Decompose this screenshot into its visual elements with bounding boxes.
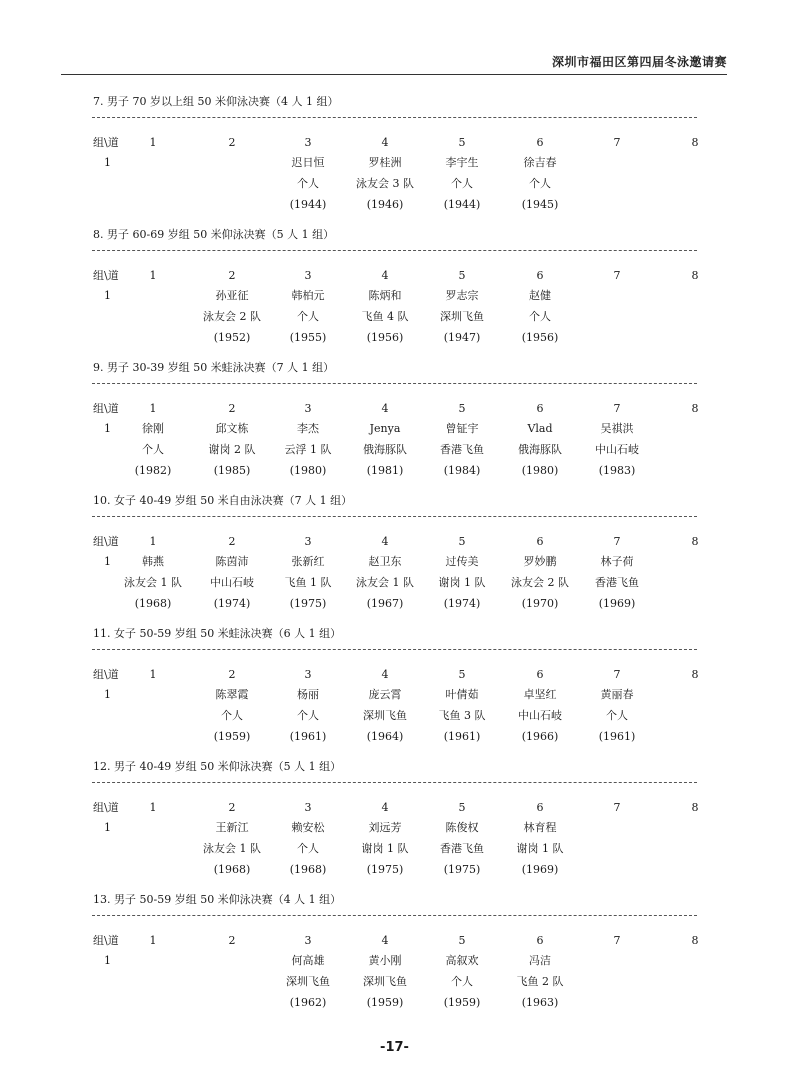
- swimmer-birth-year: (1983): [598, 464, 636, 477]
- swimmer-birth-year: (1974): [443, 597, 481, 610]
- swimmer-birth-year: (1944): [289, 198, 327, 211]
- swimmer-birth-year: (1959): [443, 996, 481, 1009]
- swimmer-team: 飞鱼 2 队: [516, 975, 564, 988]
- lane-number: 6: [536, 136, 544, 149]
- swimmer-team: 云浮 1 队: [284, 443, 332, 456]
- swimmer-team: 个人: [297, 177, 319, 190]
- lane-number: 2: [228, 136, 236, 149]
- lane-number: 7: [613, 402, 621, 415]
- swimmer-birth-year: (1956): [366, 331, 404, 344]
- swimmer-name: 韩燕: [142, 555, 164, 568]
- lane-number: 5: [458, 668, 466, 681]
- dashed-divider: [92, 649, 697, 650]
- lane-number: 4: [381, 668, 389, 681]
- swimmer-team: 飞鱼 1 队: [284, 576, 332, 589]
- event-section: [0, 359, 789, 487]
- swimmer-team: 香港飞鱼: [440, 443, 484, 456]
- lane-number: 8: [691, 934, 699, 947]
- lane-header-label: 组\道: [93, 402, 119, 415]
- swimmer-team: 深圳飞鱼: [363, 709, 407, 722]
- swimmer-birth-year: (1975): [289, 597, 327, 610]
- swimmer-team: 个人: [529, 310, 551, 323]
- header-divider: [61, 74, 727, 75]
- dashed-divider: [92, 117, 697, 118]
- swimmer-team: 香港飞鱼: [440, 842, 484, 855]
- swimmer-birth-year: (1974): [213, 597, 251, 610]
- swimmer-name: 冯洁: [529, 954, 551, 967]
- lane-number: 2: [228, 801, 236, 814]
- swimmer-birth-year: (1982): [134, 464, 172, 477]
- page-number: -17-: [380, 1040, 409, 1055]
- lane-number: 5: [458, 136, 466, 149]
- lane-number: 5: [458, 402, 466, 415]
- event-section: [0, 891, 789, 1019]
- lane-number: 3: [304, 801, 312, 814]
- swimmer-name: 林育程: [523, 821, 557, 834]
- dashed-divider: [92, 516, 697, 517]
- swimmer-name: 高叙欢: [445, 954, 479, 967]
- event-title: 10. 女子 40-49 岁组 50 米自由泳决赛（7 人 1 组）: [93, 494, 353, 507]
- lane-header-label: 组\道: [93, 136, 119, 149]
- swimmer-team: 飞鱼 4 队: [361, 310, 409, 323]
- swimmer-team: 泳友会 2 队: [203, 310, 261, 323]
- swimmer-birth-year: (1969): [521, 863, 559, 876]
- lane-number: 8: [691, 801, 699, 814]
- group-number: 1: [104, 555, 111, 568]
- event-section: [0, 93, 789, 221]
- document-header-title: 深圳市福田区第四届冬泳邀请赛: [551, 55, 727, 69]
- swimmer-birth-year: (1961): [598, 730, 636, 743]
- swimmer-birth-year: (1980): [289, 464, 327, 477]
- swimmer-birth-year: (1956): [521, 331, 559, 344]
- swimmer-name: 王新江: [215, 821, 249, 834]
- group-number: 1: [104, 688, 111, 701]
- event-title: 9. 男子 30-39 岁组 50 米蛙泳决赛（7 人 1 组）: [93, 361, 335, 374]
- event-section: [0, 226, 789, 354]
- swimmer-team: 谢岗 1 队: [361, 842, 409, 855]
- swimmer-name: 卓坚红: [523, 688, 557, 701]
- lane-number: 4: [381, 136, 389, 149]
- lane-number: 3: [304, 934, 312, 947]
- swimmer-name: 赵卫东: [368, 555, 402, 568]
- lane-number: 7: [613, 269, 621, 282]
- swimmer-team: 深圳飞鱼: [286, 975, 330, 988]
- lane-number: 8: [691, 535, 699, 548]
- swimmer-birth-year: (1961): [289, 730, 327, 743]
- swimmer-birth-year: (1945): [521, 198, 559, 211]
- lane-number: 3: [304, 269, 312, 282]
- swimmer-team: 谢岗 2 队: [208, 443, 256, 456]
- swimmer-team: 泳友会 1 队: [356, 576, 414, 589]
- lane-number: 6: [536, 668, 544, 681]
- swimmer-name: Jenya: [369, 422, 401, 435]
- swimmer-birth-year: (1981): [366, 464, 404, 477]
- lane-number: 7: [613, 801, 621, 814]
- swimmer-name: 李杰: [297, 422, 319, 435]
- dashed-divider: [92, 250, 697, 251]
- event-section: [0, 492, 789, 620]
- lane-number: 3: [304, 136, 312, 149]
- swimmer-birth-year: (1959): [213, 730, 251, 743]
- dashed-divider: [92, 383, 697, 384]
- lane-header-label: 组\道: [93, 934, 119, 947]
- lane-number: 5: [458, 801, 466, 814]
- swimmer-birth-year: (1975): [366, 863, 404, 876]
- swimmer-name: 庞云霄: [368, 688, 402, 701]
- swimmer-team: 深圳飞鱼: [363, 975, 407, 988]
- swimmer-birth-year: (1975): [443, 863, 481, 876]
- event-title: 7. 男子 70 岁以上组 50 米仰泳决赛（4 人 1 组）: [93, 95, 339, 108]
- lane-number: 1: [149, 269, 157, 282]
- lane-number: 3: [304, 535, 312, 548]
- swimmer-team: 个人: [297, 310, 319, 323]
- swimmer-name: 何高雄: [291, 954, 325, 967]
- swimmer-team: 个人: [606, 709, 628, 722]
- lane-number: 6: [536, 801, 544, 814]
- dashed-divider: [92, 915, 697, 916]
- swimmer-name: 迟日恒: [291, 156, 325, 169]
- lane-number: 2: [228, 402, 236, 415]
- swimmer-team: 个人: [297, 709, 319, 722]
- lane-number: 2: [228, 269, 236, 282]
- swimmer-team: 中山石岐: [210, 576, 254, 589]
- swimmer-name: Vlad: [527, 422, 553, 435]
- lane-number: 5: [458, 934, 466, 947]
- swimmer-team: 泳友会 2 队: [511, 576, 569, 589]
- lane-number: 8: [691, 269, 699, 282]
- lane-number: 3: [304, 402, 312, 415]
- lane-number: 1: [149, 402, 157, 415]
- swimmer-birth-year: (1969): [598, 597, 636, 610]
- lane-header-label: 组\道: [93, 801, 119, 814]
- swimmer-birth-year: (1964): [366, 730, 404, 743]
- swimmer-team: 飞鱼 3 队: [438, 709, 486, 722]
- swimmer-birth-year: (1968): [213, 863, 251, 876]
- event-section: [0, 625, 789, 753]
- event-title: 12. 男子 40-49 岁组 50 米仰泳决赛（5 人 1 组）: [93, 760, 342, 773]
- swimmer-team: 俄海豚队: [518, 443, 562, 456]
- swimmer-birth-year: (1961): [443, 730, 481, 743]
- swimmer-name: 罗志宗: [445, 289, 479, 302]
- swimmer-birth-year: (1959): [366, 996, 404, 1009]
- swimmer-name: 曾钲宇: [445, 422, 479, 435]
- swimmer-name: 罗桂洲: [368, 156, 402, 169]
- lane-number: 5: [458, 269, 466, 282]
- swimmer-team: 个人: [451, 177, 473, 190]
- lane-number: 1: [149, 801, 157, 814]
- swimmer-birth-year: (1963): [521, 996, 559, 1009]
- swimmer-birth-year: (1984): [443, 464, 481, 477]
- lane-number: 4: [381, 402, 389, 415]
- swimmer-team: 中山石岐: [518, 709, 562, 722]
- lane-number: 7: [613, 136, 621, 149]
- swimmer-name: 徐刚: [142, 422, 164, 435]
- swimmer-team: 个人: [529, 177, 551, 190]
- swimmer-name: 黄丽春: [600, 688, 634, 701]
- group-number: 1: [104, 422, 111, 435]
- swimmer-team: 谢岗 1 队: [516, 842, 564, 855]
- swimmer-birth-year: (1968): [289, 863, 327, 876]
- swimmer-team: 谢岗 1 队: [438, 576, 486, 589]
- lane-number: 8: [691, 402, 699, 415]
- swimmer-name: 邱文栋: [215, 422, 249, 435]
- group-number: 1: [104, 289, 111, 302]
- swimmer-name: 刘远芳: [368, 821, 402, 834]
- swimmer-team: 香港飞鱼: [595, 576, 639, 589]
- swimmer-team: 个人: [142, 443, 164, 456]
- swimmer-birth-year: (1946): [366, 198, 404, 211]
- lane-number: 2: [228, 934, 236, 947]
- lane-number: 1: [149, 934, 157, 947]
- lane-number: 8: [691, 136, 699, 149]
- event-section: [0, 758, 789, 886]
- lane-number: 1: [149, 535, 157, 548]
- swimmer-team: 泳友会 1 队: [124, 576, 182, 589]
- swimmer-name: 林子荷: [600, 555, 634, 568]
- swimmer-team: 中山石岐: [595, 443, 639, 456]
- group-number: 1: [104, 954, 111, 967]
- swimmer-name: 陈炳和: [368, 289, 402, 302]
- swimmer-birth-year: (1952): [213, 331, 251, 344]
- swimmer-name: 陈俊权: [445, 821, 479, 834]
- lane-number: 5: [458, 535, 466, 548]
- swimmer-name: 过传美: [445, 555, 479, 568]
- lane-number: 4: [381, 269, 389, 282]
- event-title: 11. 女子 50-59 岁组 50 米蛙泳决赛（6 人 1 组）: [93, 627, 342, 640]
- swimmer-birth-year: (1985): [213, 464, 251, 477]
- lane-number: 7: [613, 934, 621, 947]
- lane-number: 4: [381, 535, 389, 548]
- lane-number: 6: [536, 934, 544, 947]
- swimmer-birth-year: (1970): [521, 597, 559, 610]
- swimmer-name: 陈翠霞: [215, 688, 249, 701]
- swimmer-team: 个人: [451, 975, 473, 988]
- lane-number: 8: [691, 668, 699, 681]
- lane-header-label: 组\道: [93, 668, 119, 681]
- swimmer-birth-year: (1962): [289, 996, 327, 1009]
- swimmer-birth-year: (1955): [289, 331, 327, 344]
- swimmer-name: 张新红: [291, 555, 325, 568]
- swimmer-birth-year: (1966): [521, 730, 559, 743]
- swimmer-birth-year: (1980): [521, 464, 559, 477]
- swimmer-birth-year: (1947): [443, 331, 481, 344]
- lane-number: 2: [228, 668, 236, 681]
- swimmer-name: 徐吉春: [523, 156, 557, 169]
- swimmer-team: 个人: [297, 842, 319, 855]
- swimmer-team: 个人: [221, 709, 243, 722]
- swimmer-birth-year: (1967): [366, 597, 404, 610]
- swimmer-name: 赵健: [529, 289, 551, 302]
- swimmer-team: 俄海豚队: [363, 443, 407, 456]
- lane-number: 7: [613, 668, 621, 681]
- swimmer-name: 孙亚征: [215, 289, 249, 302]
- swimmer-name: 罗妙鹏: [523, 555, 557, 568]
- group-number: 1: [104, 821, 111, 834]
- swimmer-name: 黄小刚: [368, 954, 402, 967]
- swimmer-team: 深圳飞鱼: [440, 310, 484, 323]
- lane-number: 6: [536, 402, 544, 415]
- swimmer-name: 李宇生: [445, 156, 479, 169]
- lane-number: 6: [536, 535, 544, 548]
- lane-number: 1: [149, 136, 157, 149]
- lane-header-label: 组\道: [93, 535, 119, 548]
- lane-number: 3: [304, 668, 312, 681]
- lane-number: 2: [228, 535, 236, 548]
- swimmer-name: 赖安松: [291, 821, 325, 834]
- lane-number: 4: [381, 801, 389, 814]
- lane-number: 1: [149, 668, 157, 681]
- swimmer-team: 泳友会 3 队: [356, 177, 414, 190]
- swimmer-name: 杨丽: [297, 688, 319, 701]
- lane-number: 6: [536, 269, 544, 282]
- swimmer-name: 叶倩茹: [445, 688, 479, 701]
- group-number: 1: [104, 156, 111, 169]
- lane-number: 7: [613, 535, 621, 548]
- swimmer-birth-year: (1968): [134, 597, 172, 610]
- swimmer-name: 吴祺洪: [600, 422, 634, 435]
- event-title: 8. 男子 60-69 岁组 50 米仰泳决赛（5 人 1 组）: [93, 228, 335, 241]
- swimmer-team: 泳友会 1 队: [203, 842, 261, 855]
- swimmer-birth-year: (1944): [443, 198, 481, 211]
- lane-header-label: 组\道: [93, 269, 119, 282]
- swimmer-name: 陈茵沛: [215, 555, 249, 568]
- lane-number: 4: [381, 934, 389, 947]
- event-title: 13. 男子 50-59 岁组 50 米仰泳决赛（4 人 1 组）: [93, 893, 342, 906]
- swimmer-name: 韩柏元: [291, 289, 325, 302]
- dashed-divider: [92, 782, 697, 783]
